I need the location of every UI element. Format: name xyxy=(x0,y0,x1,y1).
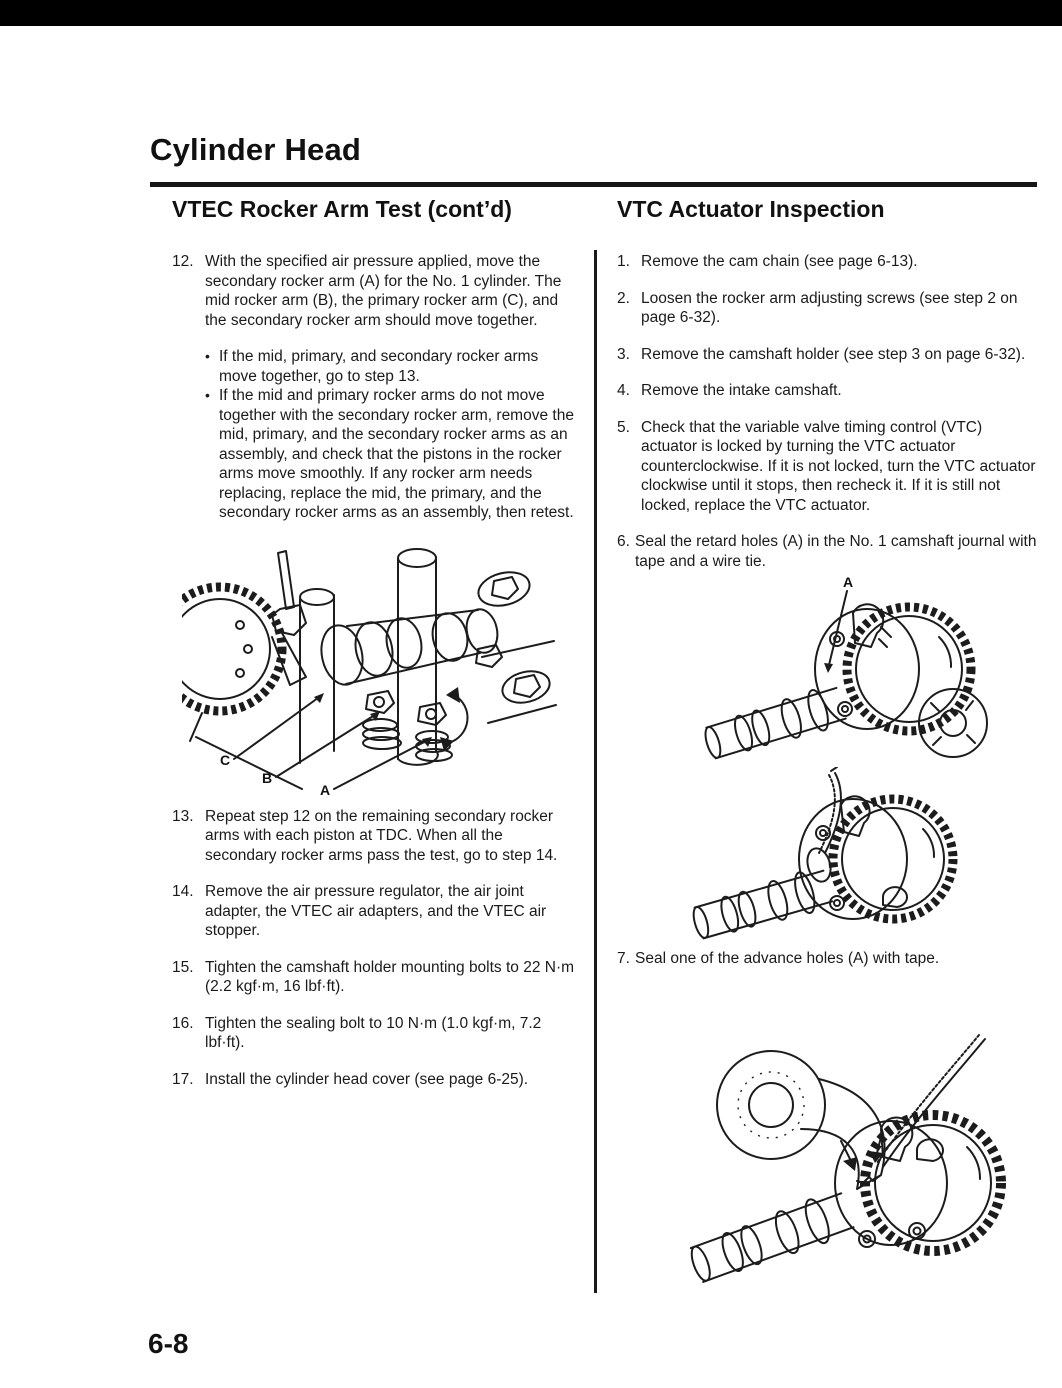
step-number: 16. xyxy=(172,1014,194,1032)
rocker-arm-illustration xyxy=(182,537,560,795)
section-heading-vtec: VTEC Rocker Arm Test (cont’d) xyxy=(172,196,512,222)
figure-label-a: A xyxy=(843,575,854,590)
figure-callout-a xyxy=(824,575,853,673)
camshaft-icon xyxy=(701,683,847,764)
camshaft-icon xyxy=(689,866,833,943)
tape-roll-icon xyxy=(717,1051,885,1189)
camshaft-icon xyxy=(686,1188,855,1282)
step-number: 5. xyxy=(617,418,630,436)
column-divider xyxy=(594,250,597,1293)
bullet-marker: • xyxy=(205,387,210,403)
scan-top-bar xyxy=(0,0,1062,26)
step-number: 7. xyxy=(617,950,630,967)
step-text: With the specified air pressure applied, move the secondary rocker arm (A) for the No. 1 cylinder. The mid rocker arm (B), the primary rocker arm (C), and the secondary rocker arm should move together. xyxy=(205,253,562,329)
step-number: 2. xyxy=(617,289,630,307)
step-number: 14. xyxy=(172,883,194,900)
section-heading-vtc: VTC Actuator Inspection xyxy=(617,196,885,222)
step-15 xyxy=(172,958,576,997)
step-text: Remove the camshaft holder (see step 3 on page 6-32). xyxy=(641,345,1026,363)
vtc-advance-hole-illustration xyxy=(685,1033,1015,1283)
vtc-actuator-inspection-section xyxy=(617,196,1039,1283)
step-6 xyxy=(617,532,1039,571)
figure-label-b: B xyxy=(262,769,273,786)
step-12-bullets xyxy=(205,347,576,523)
page-title: Cylinder Head xyxy=(150,132,362,167)
figure-label-a: A xyxy=(320,781,331,795)
step-text: Tighten the sealing bolt to 10 N·m (1.0 kgf·m, 7.2 lbf·ft). xyxy=(205,1014,542,1051)
step-13 xyxy=(172,807,576,866)
vtc-retard-holes-figure xyxy=(617,575,1039,767)
step-4 xyxy=(617,381,1039,401)
step-12 xyxy=(172,252,576,330)
vtc-gear-icon xyxy=(833,799,953,919)
step-16 xyxy=(172,1014,576,1053)
bullet-item xyxy=(205,386,576,523)
step-text: Repeat step 12 on the remaining secondary rocker arms with each piston at TDC. When all the secondary rocker arms pass the test, go to step 14. xyxy=(205,807,558,864)
step-text: Install the cylinder head cover (see page 6-25). xyxy=(205,1070,529,1088)
step-text: Loosen the rocker arm adjusting screws (see step 2 on page 6-32). xyxy=(641,289,1018,326)
vtc-gear-icon xyxy=(847,607,971,731)
step-text: Remove the cam chain (see page 6-13). xyxy=(641,253,918,270)
step-number: 15. xyxy=(172,958,194,976)
rocker-arms-right-icon xyxy=(475,567,556,723)
wire-tie-icon xyxy=(877,1035,985,1167)
step-3 xyxy=(617,345,1039,365)
step-17 xyxy=(172,1070,576,1090)
bullet-marker: • xyxy=(205,348,210,364)
bullet-item xyxy=(205,347,576,386)
bullet-text: If the mid, primary, and secondary rocker arms move together, go to step 13. xyxy=(219,348,539,385)
vtc-retard-holes-illustration xyxy=(695,575,1007,767)
motion-arrow-icon xyxy=(440,687,468,751)
bullet-text: If the mid and primary rocker arms do not move together with the secondary rocker arm, remove the mid, primary, and the secondary rocker arms as an assembly, and check that the pistons in the rocker arms move smoothly. If any rocker arm needs replacing, replace the mid, the primary, and the secondary rocker arms as an assembly, then retest. xyxy=(219,387,574,521)
step-number: 1. xyxy=(617,253,630,270)
figure-label-c: C xyxy=(220,751,231,768)
vtc-wire-tie-figure xyxy=(617,767,1039,943)
step-5 xyxy=(617,418,1039,516)
step-text: Tighten the camshaft holder mounting bolts to 22 N·m (2.2 kgf·m, 16 lbf·ft). xyxy=(205,958,575,995)
step-7 xyxy=(617,949,1039,969)
step-2 xyxy=(617,289,1039,328)
vtc-gear-icon xyxy=(865,1115,1001,1251)
step-14 xyxy=(172,882,576,941)
step-number: 17. xyxy=(172,1070,194,1088)
step-number: 6. xyxy=(617,533,630,550)
step-1 xyxy=(617,252,1039,272)
step-text: Check that the variable valve timing control (VTC) actuator is locked by turning the VTC actuator counterclockwise. If it is not locked, turn the VTC actuator clockwise until it stops, then recheck it. If it is still not locked, replace the VTC actuator. xyxy=(641,418,1036,514)
step-number: 12. xyxy=(172,253,194,270)
rocker-arm-figure xyxy=(172,537,576,795)
step-number: 3. xyxy=(617,345,630,363)
camshaft-lobes-icon xyxy=(316,606,501,688)
page-number: 6-8 xyxy=(148,1328,189,1359)
title-rule xyxy=(150,182,1037,187)
vtec-rocker-arm-test-section xyxy=(172,196,576,1106)
step-number: 13. xyxy=(172,807,194,825)
vtc-actuator-plate-icon xyxy=(835,1117,947,1246)
vtc-wire-tie-illustration xyxy=(685,767,1001,943)
step-text: Seal the retard holes (A) in the No. 1 camshaft journal with tape and a wire tie. xyxy=(635,533,1037,570)
step-number: 4. xyxy=(617,382,630,399)
sprocket-icon xyxy=(182,587,282,711)
center-cylinder-icon xyxy=(398,549,438,765)
step-text: Remove the intake camshaft. xyxy=(641,382,842,399)
vtc-advance-hole-figure xyxy=(617,1033,1039,1283)
step-text: Remove the air pressure regulator, the air joint adapter, the VTEC air adapters, and the VTEC air stopper. xyxy=(205,883,547,939)
step-text: Seal one of the advance holes (A) with tape. xyxy=(635,950,940,967)
